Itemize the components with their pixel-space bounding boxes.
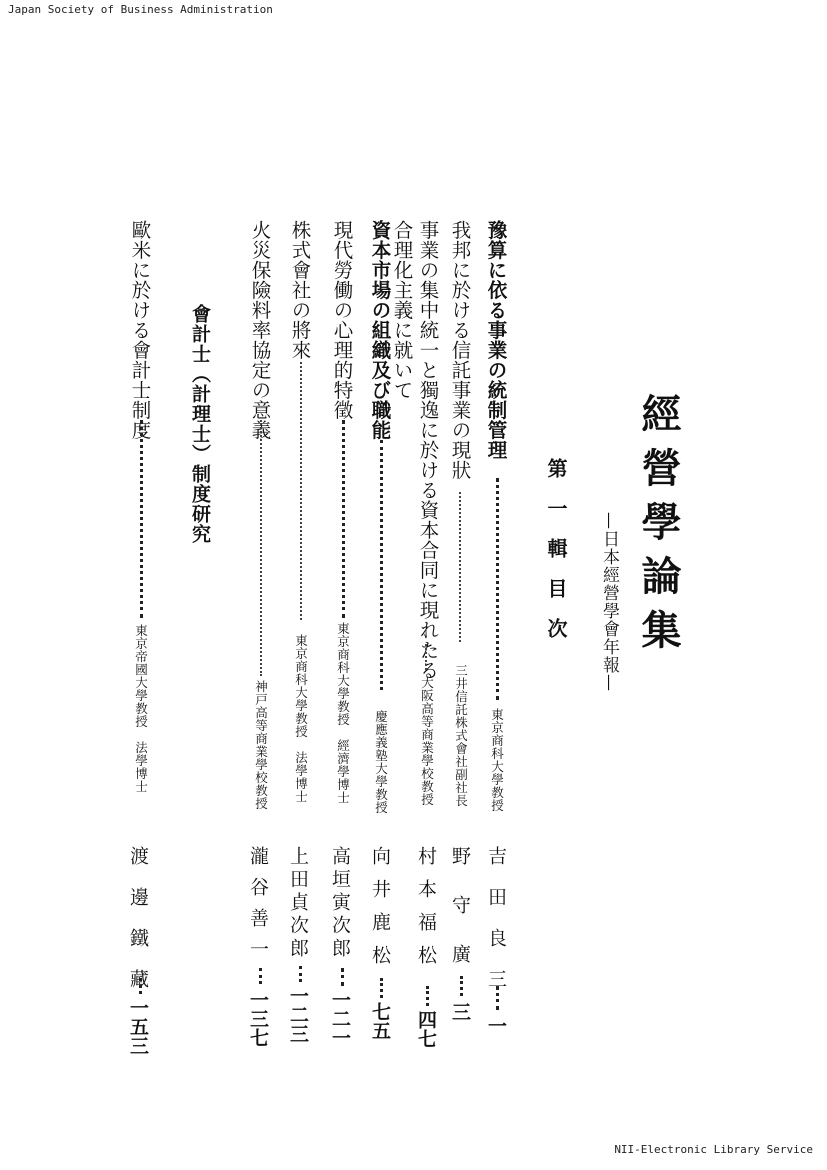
entry-author: 野守廣 xyxy=(449,846,471,993)
entry-affiliation: 東京商科大學教授 xyxy=(489,708,505,812)
entry-title: 株式會社の將來 xyxy=(288,220,312,360)
entry-title: 歐米に於ける會計士制度 xyxy=(128,220,152,440)
archive-footer: NII-Electronic Library Service xyxy=(614,1143,813,1156)
leader-dots xyxy=(380,440,383,690)
entry-affiliation: 大阪高等商業學校教授 xyxy=(419,676,435,806)
entry-title: 事業の集中統一と獨逸に於ける資本合同に現れたる xyxy=(416,220,440,680)
entry-affiliation: 三井信託株式會社副社長 xyxy=(453,664,469,807)
leader-dots xyxy=(496,478,499,700)
entry-affiliation: 神戸高等商業學校教授 xyxy=(253,680,269,810)
entry-page: 三 xyxy=(449,1002,471,1021)
entry-author: 高垣寅次郎 xyxy=(329,846,351,961)
leader-dots xyxy=(299,966,302,982)
volume-heading: 第一輯目次 xyxy=(544,458,568,658)
entry-page: 一 xyxy=(485,1016,507,1035)
entry-author: 渡邊鐵藏 xyxy=(127,846,149,1010)
entry-title: 我邦に於ける信託事業の現狀 xyxy=(448,220,472,480)
archive-header: Japan Society of Business Administration xyxy=(8,3,273,16)
entry-page: 一五三 xyxy=(127,998,149,1055)
entry-affiliation: 東京商科大學教授 法學博士 xyxy=(293,634,309,803)
leader-dots xyxy=(259,968,262,984)
book-subtitle: —日本經營學會年報— xyxy=(599,512,619,692)
entry-page: 四七 xyxy=(415,1010,437,1048)
leader-dots xyxy=(341,968,344,986)
leader-dots xyxy=(140,420,143,618)
leader-dots xyxy=(459,492,461,642)
leader-dots xyxy=(380,978,383,998)
entry-page: 七五 xyxy=(369,1002,391,1040)
entry-affiliation: 慶應義塾大學教授 xyxy=(373,710,389,814)
entry-author: 吉田良三 xyxy=(485,846,507,1010)
entry-affiliation: 東京商科大學教授 經濟學博士 xyxy=(335,622,351,804)
entry-title: 現代勞働の心理的特徵 xyxy=(330,220,354,420)
section-heading: 會計士（計理士）制度研究 xyxy=(189,304,211,544)
leader-dots xyxy=(460,976,463,996)
leader-dots xyxy=(342,420,345,618)
entry-page: 一三七 xyxy=(247,990,269,1047)
entry-author: 上田貞次郎 xyxy=(287,846,309,961)
entry-title: 火災保險料率協定の意義 xyxy=(248,220,272,440)
leader-dots xyxy=(496,986,499,1010)
leader-dots xyxy=(300,362,302,620)
entry-author: 瀧谷善一 xyxy=(247,846,269,970)
leader-dots xyxy=(425,644,427,670)
entry-page: 一二三 xyxy=(287,986,309,1043)
entry-affiliation: 東京帝國大學教授 法學博士 xyxy=(133,624,149,793)
leader-dots xyxy=(139,978,142,994)
entry-title: 豫算に依る事業の統制管理 xyxy=(484,220,508,460)
entry-title-continued: 合理化主義に就いて xyxy=(390,220,414,400)
entry-page: 一二一 xyxy=(329,990,351,1047)
entry-author: 村本福松 xyxy=(415,846,437,978)
book-title: 經營學論集 xyxy=(635,393,682,663)
leader-dots xyxy=(426,986,429,1006)
entry-author: 向井鹿松 xyxy=(369,846,391,978)
leader-dots xyxy=(260,420,262,676)
entry-title: 資本市場の組織及び職能 xyxy=(368,220,392,440)
